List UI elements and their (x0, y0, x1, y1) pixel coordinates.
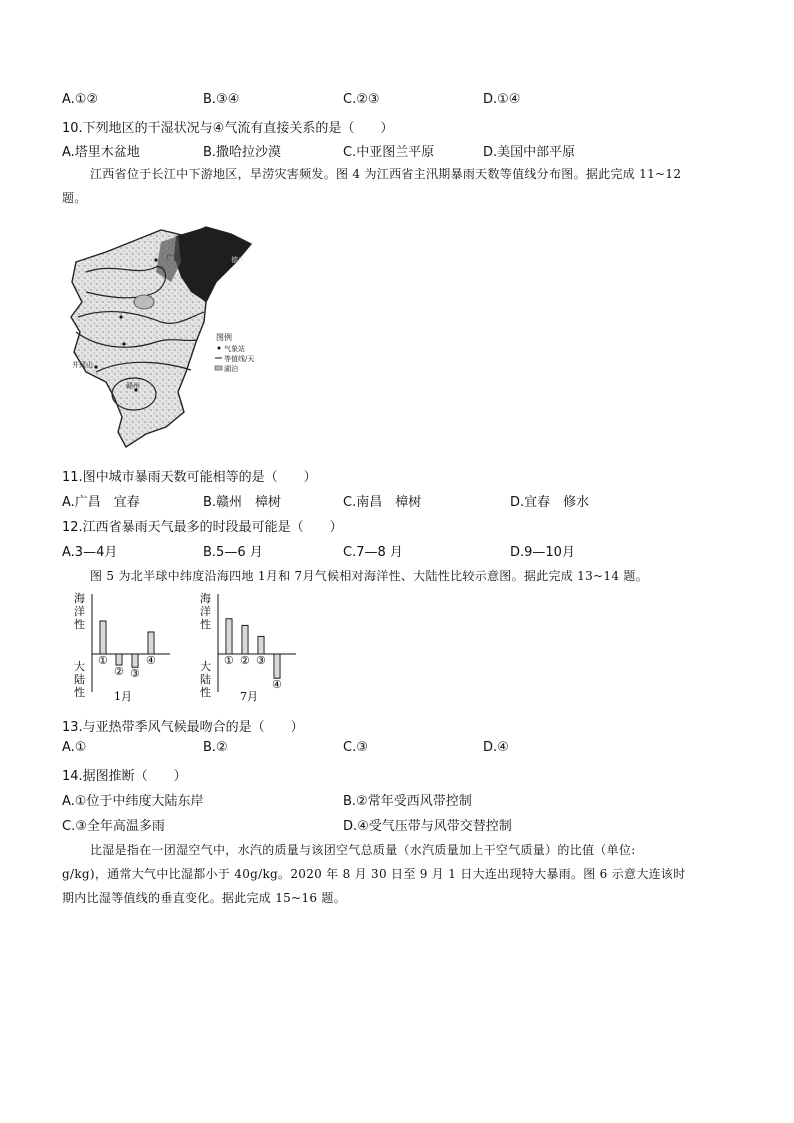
intro-11-12-line1: 江西省位于长江中下游地区，旱涝灾害频发。图 4 为江西省主汛期暴雨天数等值线分布图。据此完成 11~12 (90, 167, 682, 181)
ylabel-bottom-char: 陆 (74, 673, 85, 686)
q11-option-c: C.南昌 樟树 (343, 495, 422, 510)
q9-option-d: D.①④ (483, 92, 521, 107)
q9-option-a: A.①② (62, 92, 99, 107)
intro-15-16-line1: 比湿是指在一团湿空气中，水汽的质量与该团空气总质量（水汽质量加上干空气质量）的比值（单位: (90, 843, 636, 857)
q12-option-a: A.3—4月 (62, 545, 118, 560)
q13-option-a: A.① (62, 740, 87, 755)
intro-11-12-line2: 题。 (62, 191, 87, 205)
map-label-3: 井冈山 (72, 361, 93, 369)
map-legend (215, 332, 254, 373)
q11-option-b: B.赣州 樟树 (203, 495, 282, 510)
ylabel-bottom-char: 性 (200, 686, 211, 699)
lake-poyang (134, 295, 154, 309)
map-label-4: 赣州 (126, 382, 140, 390)
map-label-1: 广昌 (166, 254, 180, 262)
chart-july (196, 592, 306, 704)
ylabel-bottom-char: 大 (200, 660, 211, 673)
q13-option-c: C.③ (343, 740, 368, 755)
q12-option-d: D.9—10月 (510, 545, 575, 560)
ylabel-top-char: 洋 (74, 605, 85, 618)
ylabel-top-char: 洋 (200, 605, 211, 618)
q10-stem: 10.下列地区的干湿状况与④气流有直接关系的是（ ） (62, 121, 394, 136)
q12-stem: 12.江西省暴雨天气最多的时段最可能是（ ） (62, 520, 343, 535)
bar-3 (258, 636, 264, 654)
q10-option-a: A.塔里木盆地 (62, 145, 140, 160)
chart-title: 1月 (114, 690, 132, 703)
q14-option-c: C.③全年高温多雨 (62, 819, 165, 834)
legend-station: 气象站 (224, 345, 245, 353)
bar-2 (242, 625, 248, 654)
q11-option-d: D.宜春 修水 (510, 495, 590, 510)
bar-4 (274, 654, 280, 678)
bar-1 (226, 619, 232, 654)
intro-15-16-line2: g/kg)，通常大气中比湿都小于 40g/kg。2020 年 8 月 30 日至 9 月 1 日大连出现特大暴雨。图 6 示意大连该时 (62, 867, 686, 881)
q14-option-b: B.②常年受西风带控制 (343, 794, 472, 809)
category-label-3: ③ (256, 654, 266, 667)
ylabel-bottom-char: 大 (74, 660, 85, 673)
ylabel-top-char: 性 (200, 618, 211, 631)
bar-4 (148, 632, 154, 654)
chart-title: 7月 (240, 690, 258, 703)
intro-13-14: 图 5 为北半球中纬度沿海四地 1月和 7月气候相对海洋性、大陆性比较示意图。据此完成 13~14 题。 (90, 569, 648, 583)
category-label-2: ② (114, 665, 124, 678)
category-label-3: ③ (130, 667, 140, 681)
ylabel-top-char: 海 (74, 592, 85, 605)
q14-stem: 14.据图推断（ ） (62, 769, 187, 784)
q10-option-d: D.美国中部平原 (483, 145, 576, 160)
q10-option-b: B.撒哈拉沙漠 (203, 145, 282, 160)
q12-option-c: C.7—8 月 (343, 545, 403, 560)
legend-isoline: 等值线/天 (224, 355, 255, 363)
q10-option-c: C.中亚图兰平原 (343, 145, 435, 160)
intro-15-16 (62, 838, 738, 910)
ylabel-bottom-char: 陆 (200, 673, 211, 686)
category-label-2: ② (240, 654, 250, 667)
q9-option-c: C.②③ (343, 92, 380, 107)
category-label-1: ① (98, 654, 108, 667)
q11-stem: 11.图中城市暴雨天数可能相等的是（ ） (62, 470, 317, 485)
category-label-4: ④ (272, 678, 282, 692)
legend-title: 图例 (216, 333, 232, 342)
ylabel-top-char: 海 (200, 592, 211, 605)
q11-option-a: A.广昌 宜春 (62, 495, 140, 510)
bar-3 (132, 654, 138, 667)
q13-option-d: D.④ (483, 740, 509, 755)
q12-option-b: B.5—6 月 (203, 545, 263, 560)
q14-option-d: D.④受气压带与风带交替控制 (343, 819, 512, 834)
q13-stem: 13.与亚热带季风气候最吻合的是（ ） (62, 720, 304, 735)
category-label-1: ① (224, 654, 234, 667)
category-label-4: ④ (146, 654, 156, 667)
legend-lake: 湖泊 (224, 365, 238, 373)
ylabel-bottom-char: 性 (74, 686, 85, 699)
q13-option-b: B.② (203, 740, 228, 755)
ylabel-top-char: 性 (74, 618, 85, 631)
bar-1 (100, 621, 106, 654)
intro-11-12 (62, 162, 738, 210)
jiangxi-rainstorm-map (66, 222, 286, 454)
bar-2 (116, 654, 122, 665)
intro-15-16-line3: 期内比湿等值线的垂直变化。据此完成 15~16 题。 (62, 891, 347, 905)
map-label-2: 德兴 (231, 256, 245, 264)
q9-option-b: B.③④ (203, 92, 240, 107)
chart-january (70, 592, 180, 704)
q14-option-a: A.①位于中纬度大陆东岸 (62, 794, 204, 809)
